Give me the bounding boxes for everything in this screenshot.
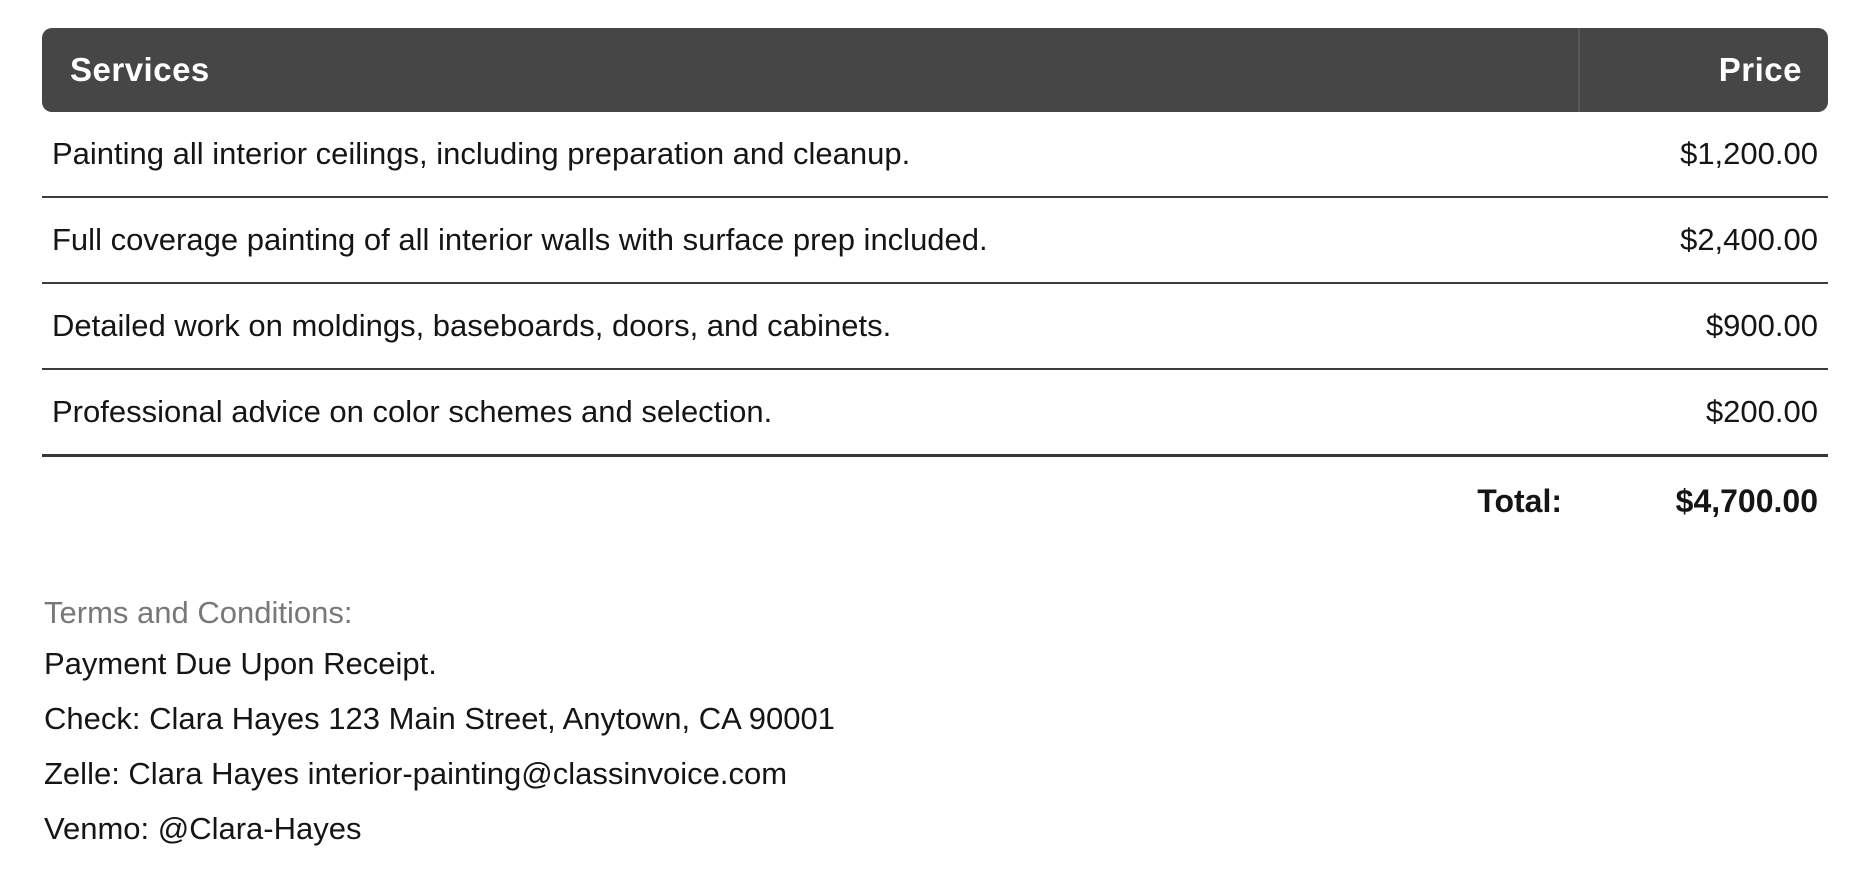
terms-heading: Terms and Conditions:	[44, 595, 353, 630]
service-description: Detailed work on moldings, baseboards, doors, and cabinets.	[42, 284, 1578, 370]
total-label: Total:	[1477, 483, 1562, 519]
price-column-header: Price	[1578, 28, 1828, 112]
service-description: Painting all interior ceilings, including preparation and cleanup.	[42, 112, 1578, 198]
terms-line-venmo: Venmo: @Clara-Hayes	[44, 811, 362, 846]
service-description: Full coverage painting of all interior walls with surface prep included.	[42, 198, 1578, 284]
terms-section	[42, 590, 1828, 856]
terms-line-check: Check: Clara Hayes 123 Main Street, Anytown, CA 90001	[44, 701, 835, 736]
table-row	[42, 112, 1828, 198]
services-table	[42, 28, 1828, 546]
services-column-header: Services	[42, 28, 1578, 112]
table-row	[42, 370, 1828, 457]
table-row	[42, 284, 1828, 370]
service-price: $200.00	[1578, 370, 1828, 457]
terms-line-zelle: Zelle: Clara Hayes interior-painting@classinvoice.com	[44, 756, 788, 791]
total-value: $4,700.00	[1675, 483, 1818, 519]
service-price: $2,400.00	[1578, 198, 1828, 284]
table-header-row	[42, 28, 1828, 112]
service-price: $900.00	[1578, 284, 1828, 370]
table-row	[42, 198, 1828, 284]
terms-line-payment: Payment Due Upon Receipt.	[44, 646, 437, 681]
service-price: $1,200.00	[1578, 112, 1828, 198]
service-description: Professional advice on color schemes and selection.	[42, 370, 1578, 457]
total-row	[42, 457, 1828, 546]
